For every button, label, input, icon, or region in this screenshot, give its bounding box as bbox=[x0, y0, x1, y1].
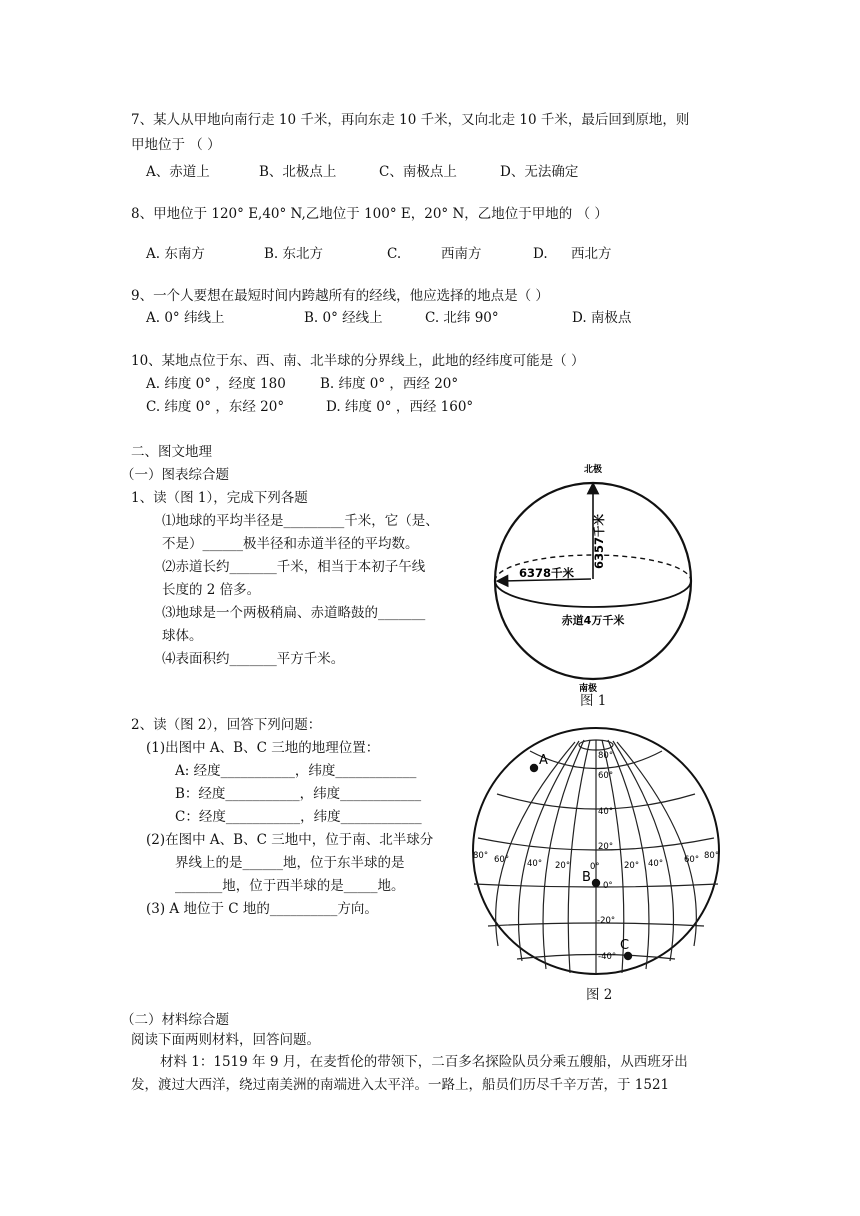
lon-label: 20° bbox=[555, 861, 571, 871]
q8-option-c-letter: C. bbox=[387, 246, 402, 262]
lat-label: 20° bbox=[598, 842, 614, 852]
reading2-q3: (3) A 地位于 C 地的__________方向。 bbox=[146, 901, 378, 917]
q9-option-b: B. 0° 经线上 bbox=[304, 310, 383, 326]
reading1-line: 不是）______极半径和赤道半径的平均数。 bbox=[162, 536, 419, 552]
south-pole-label: 南极 bbox=[578, 684, 598, 692]
q8-option-a: A. 东南方 bbox=[146, 246, 205, 262]
reading1-line: ⑴地球的平均半径是_________千米，它（是、 bbox=[162, 513, 439, 529]
lat-label: 80° bbox=[598, 751, 614, 761]
q7-option-d: D、无法确定 bbox=[500, 164, 579, 180]
reading1-line: ⑶地球是一个两极稍扁、赤道略鼓的_______ bbox=[162, 605, 426, 621]
lat-label: 40° bbox=[598, 807, 614, 817]
q10-option-a: A. 纬度 0° ，经度 180 bbox=[146, 376, 286, 392]
q9-stem: 9、一个人要想在最短时间内跨越所有的经线，他应选择的地点是（ ） bbox=[131, 288, 549, 304]
materials-intro: 阅读下面两则材料，回答问题。 bbox=[131, 1032, 320, 1048]
north-pole-label: 北极 bbox=[583, 465, 603, 475]
materials-title: （二）材料综合题 bbox=[121, 1012, 229, 1028]
q10-stem: 10、某地点位于东、西、南、北半球的分界线上，此地的经纬度可能是（ ） bbox=[131, 353, 585, 369]
q8-option-d-letter: D. bbox=[533, 246, 548, 262]
lon-label: 60° bbox=[684, 855, 700, 865]
polar-radius-label: 6357千米 bbox=[592, 513, 606, 569]
q7-stem: 7、某人从甲地向南行走 10 千米，再向东走 10 千米，又向北走 10 千米，最后回到原地，则 bbox=[131, 112, 690, 128]
equator-length-label: 赤道4万千米 bbox=[561, 614, 625, 627]
reading2-q2: (2)在图中 A、B、C 三地中，位于南、北半球分 bbox=[146, 832, 434, 848]
point-a-dot bbox=[530, 764, 538, 772]
reading2-q2-cont: 界线上的是______地，位于东半球的是 bbox=[175, 855, 405, 871]
q10-option-c: C. 纬度 0° ，东经 20° bbox=[146, 399, 285, 415]
q8-option-c-text: 西南方 bbox=[441, 246, 482, 262]
lon-label: 40° bbox=[527, 859, 543, 869]
reading1-title: 1、读（图 1），完成下列各题 bbox=[131, 490, 308, 506]
lon-label: 0° bbox=[590, 862, 600, 872]
reading2-b-row: B：经度___________，纬度____________ bbox=[175, 786, 422, 802]
figure1-caption: 图 1 bbox=[580, 693, 607, 709]
reading1-line: 长度的 2 倍多。 bbox=[162, 582, 261, 598]
q9-option-c: C. 北纬 90° bbox=[425, 310, 499, 326]
subsection-title: （一）图表综合题 bbox=[121, 467, 229, 483]
q10-option-d: D. 纬度 0° ，西经 160° bbox=[326, 399, 474, 415]
figure2-caption: 图 2 bbox=[586, 987, 613, 1003]
lon-label: 20° bbox=[624, 861, 640, 871]
q8-stem: 8、甲地位于 120° E,40° N,乙地位于 100° E，20° N，乙地位于甲地的 （ ） bbox=[131, 206, 608, 222]
globe-grid-figure bbox=[470, 716, 730, 978]
material1-line: 发，渡过大西洋，绕过南美洲的南端进入太平洋。一路上，船员们历尽千辛万苦，于 1521 bbox=[131, 1077, 670, 1093]
q8-option-b: B. 东北方 bbox=[264, 246, 324, 262]
q10-option-b: B. 纬度 0° ，西经 20° bbox=[320, 376, 459, 392]
lat-label: 60° bbox=[598, 771, 614, 781]
reading2-a-row: A: 经度___________，纬度____________ bbox=[175, 763, 417, 779]
lon-label: 80° bbox=[473, 851, 489, 861]
point-c-dot bbox=[624, 952, 632, 960]
q8-option-d-text: 西北方 bbox=[571, 246, 612, 262]
point-b-dot bbox=[592, 879, 600, 887]
point-b-label: B bbox=[582, 870, 591, 885]
reading2-title: 2、读（图 2），回答下列问题： bbox=[131, 717, 322, 733]
q9-option-a: A. 0° 纬线上 bbox=[146, 310, 225, 326]
q7-option-c: C、南极点上 bbox=[379, 164, 457, 180]
material1-line: 材料 1：1519 年 9 月，在麦哲伦的带领下，二百多名探险队员分乘五艘船，从西班牙出 bbox=[160, 1054, 688, 1070]
lon-label: 60° bbox=[494, 855, 510, 865]
reading2-q1: (1)出图中 A、B、C 三地的地理位置： bbox=[146, 740, 380, 756]
reading1-line: ⑷表面积约_______平方千米。 bbox=[162, 651, 345, 667]
lon-label: 80° bbox=[704, 851, 720, 861]
lat-label: 0° bbox=[603, 881, 613, 891]
reading2-q2-cont: _______地，位于西半球的是_____地。 bbox=[175, 878, 405, 894]
q7-option-b: B、北极点上 bbox=[259, 164, 337, 180]
lat-label: -20° bbox=[597, 916, 616, 926]
reading1-line: 球体。 bbox=[162, 628, 203, 644]
q7-option-a: A、赤道上 bbox=[146, 164, 210, 180]
section-title: 二、图文地理 bbox=[131, 444, 212, 460]
equator-radius-label: 6378千米 bbox=[519, 566, 575, 580]
q7-stem-cont: 甲地位于 （ ） bbox=[131, 137, 221, 153]
point-a-label: A bbox=[539, 753, 548, 768]
point-c-label: C bbox=[620, 938, 630, 953]
reading1-line: ⑵赤道长约_______千米，相当于本初子午线 bbox=[162, 559, 426, 575]
lon-label: 40° bbox=[648, 859, 664, 869]
lat-label: -40° bbox=[598, 952, 617, 962]
q9-option-d: D. 南极点 bbox=[572, 310, 632, 326]
reading2-c-row: C：经度___________，纬度____________ bbox=[175, 809, 422, 825]
earth-shape-figure bbox=[488, 456, 698, 692]
